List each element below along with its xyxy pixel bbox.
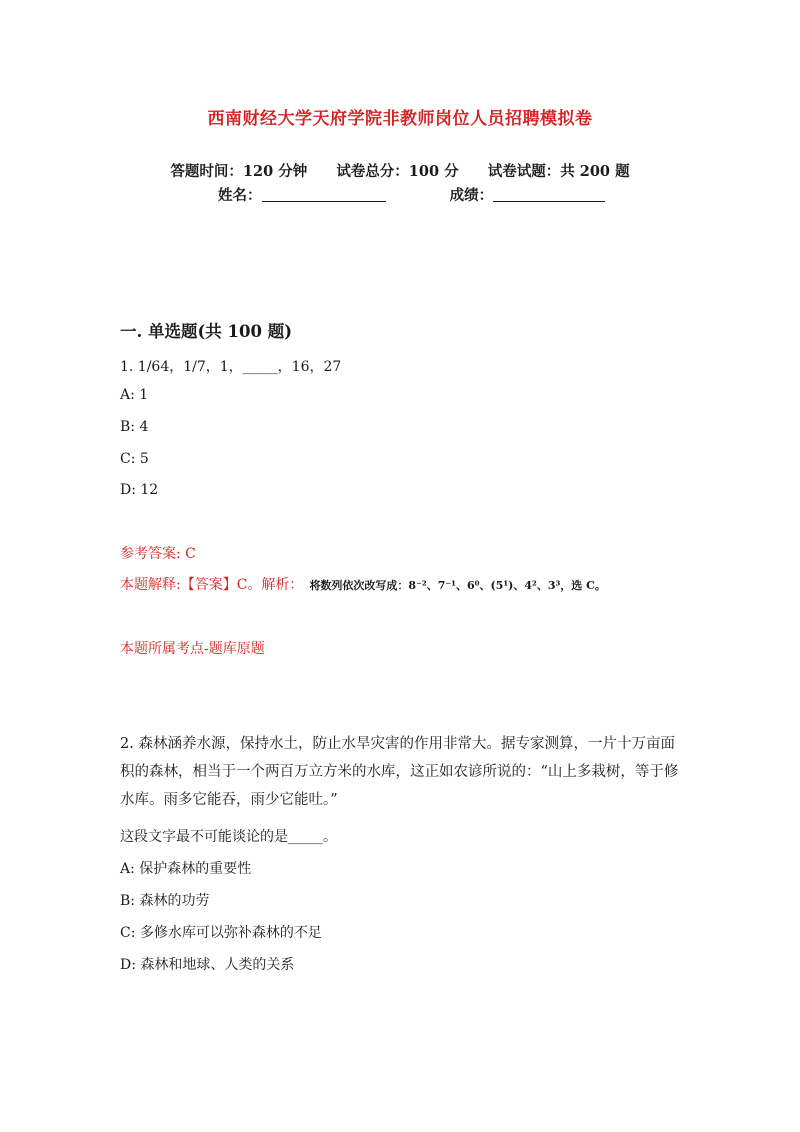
section-heading: 一. 单选题(共 100 题) (120, 322, 293, 341)
q1-option-c: C: 5 (120, 451, 149, 467)
q1-explanation (120, 574, 606, 594)
exam-meta (0, 160, 800, 181)
q1-explanation-prefix: 本题解释:【答案】C。解析： (120, 577, 304, 593)
exam-title: 西南财经大学天府学院非教师岗位人员招聘模拟卷 (207, 109, 593, 129)
q2-question: 这段文字最不可能谈论的是_____。 (120, 829, 337, 845)
q1-option-d: D: 12 (120, 482, 159, 498)
q1-option-a: A: 1 (120, 387, 149, 403)
q2-option-a: A: 保护森林的重要性 (120, 861, 252, 877)
q1-answer: 参考答案: C (120, 546, 196, 562)
name-label: 姓名： (218, 187, 262, 204)
q2-option-d: D: 森林和地球、人类的关系 (120, 957, 295, 973)
score-blank (493, 187, 605, 202)
exam-duration: 答题时间：120 分钟 (170, 163, 308, 180)
q1-explanation-body: 将数列依次改写成：8⁻²、7⁻¹、6⁰、(5¹)、4²、3³，选 C。 (309, 579, 606, 592)
name-blank (262, 187, 386, 202)
q1-topic: 本题所属考点-题库原题 (120, 641, 265, 657)
exam-total-score: 试卷总分：100 分 (336, 163, 459, 180)
q1-option-b: B: 4 (120, 419, 149, 435)
exam-total-questions: 试卷试题：共 200 题 (487, 163, 630, 180)
q2-stem: 2. 森林涵养水源，保持水土，防止水旱灾害的作用非常大。据专家测算，一片十万亩面积的森林，相当于一个两百万立方米的水库，这正如农谚所说的：“山上多栽树，等于修水库。雨多它能吞，雨少它能吐。” (120, 736, 679, 808)
candidate-info (218, 184, 605, 205)
q2-option-b: B: 森林的功劳 (120, 893, 210, 909)
q2-option-c: C: 多修水库可以弥补森林的不足 (120, 925, 322, 941)
q1-stem: 1. 1/64，1/7，1，_____，16，27 (120, 359, 342, 375)
score-label: 成绩： (449, 187, 494, 204)
